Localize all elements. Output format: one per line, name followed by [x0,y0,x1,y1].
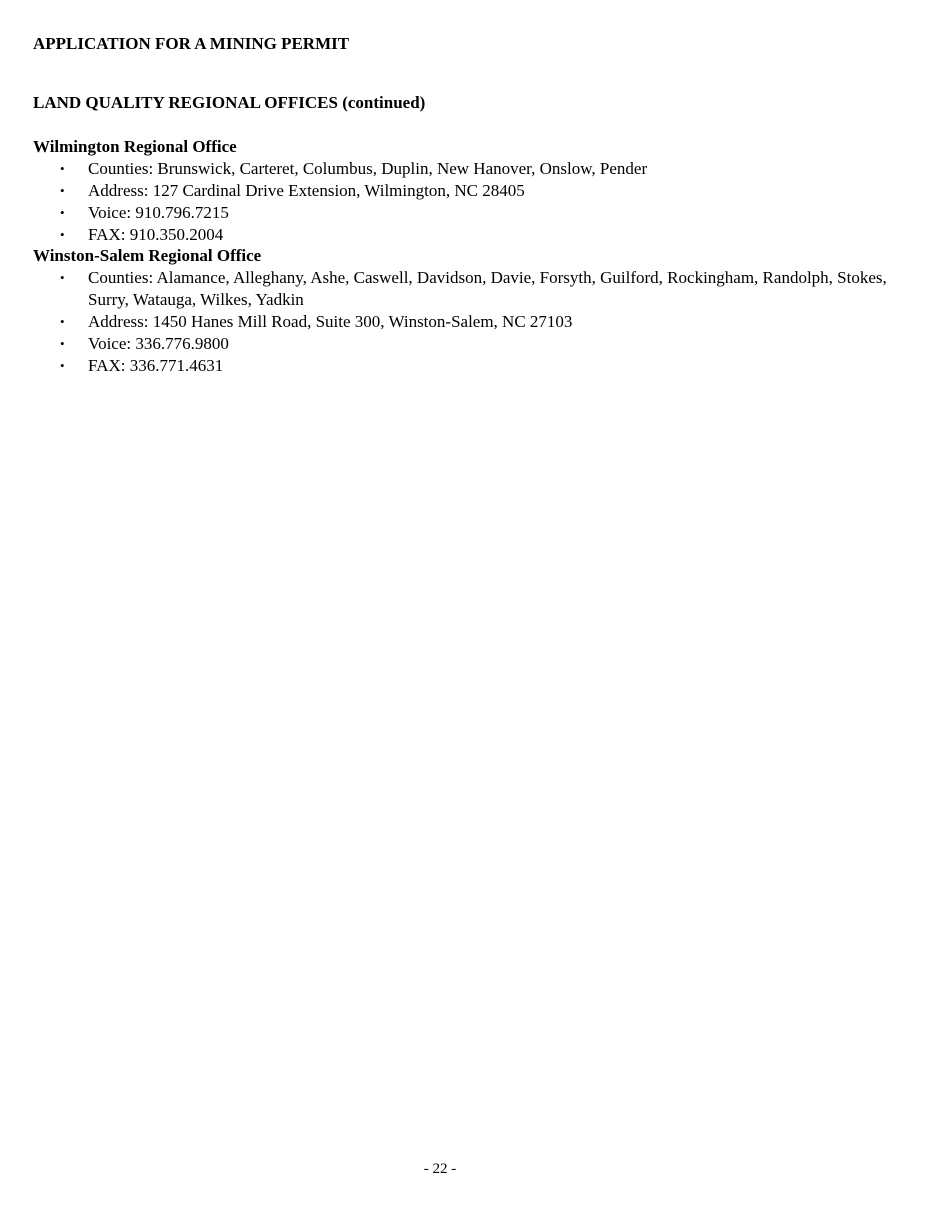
office-fax-text: FAX: 336.771.4631 [88,356,224,375]
office-voice-text: Voice: 910.796.7215 [88,203,229,222]
office-fax-item [33,355,923,377]
office-name: Winston-Salem Regional Office [33,246,262,265]
office-voice-item [33,333,923,355]
bullet-icon: • [60,358,65,373]
office-block-winston-salem [33,245,923,377]
office-block-wilmington [33,136,923,246]
bullet-icon: • [60,205,65,220]
office-voice-text: Voice: 336.776.9800 [88,334,229,353]
bullet-icon: • [60,314,65,329]
bullet-icon: • [60,336,65,351]
bullet-icon: • [60,270,65,285]
page-number: - 22 - [423,1161,457,1177]
office-counties-text: Counties: Alamance, Alleghany, Ashe, Caswell, Davidson, Davie, Forsyth, Guilford, Rockingham, Randolph, Stokes, Surry, Watauga, Wilkes, Yadkin [88,268,887,309]
office-counties-item [33,267,923,311]
office-fax-item [33,224,923,246]
office-details-list [33,158,923,246]
office-counties-text: Counties: Brunswick, Carteret, Columbus, Duplin, New Hanover, Onslow, Pender [88,159,648,178]
bullet-icon: • [60,227,65,242]
office-address-text: Address: 1450 Hanes Mill Road, Suite 300, Winston-Salem, NC 27103 [88,312,573,331]
office-voice-item [33,202,923,224]
section-title: LAND QUALITY REGIONAL OFFICES (continued) [33,93,426,112]
office-address-text: Address: 127 Cardinal Drive Extension, Wilmington, NC 28405 [88,181,525,200]
office-name: Wilmington Regional Office [33,137,237,156]
document-title: APPLICATION FOR A MINING PERMIT [33,34,350,53]
office-address-item [33,311,923,333]
bullet-icon: • [60,161,65,176]
office-address-item [33,180,923,202]
office-fax-text: FAX: 910.350.2004 [88,225,224,244]
office-details-list [33,267,923,377]
office-counties-item [33,158,923,180]
bullet-icon: • [60,183,65,198]
